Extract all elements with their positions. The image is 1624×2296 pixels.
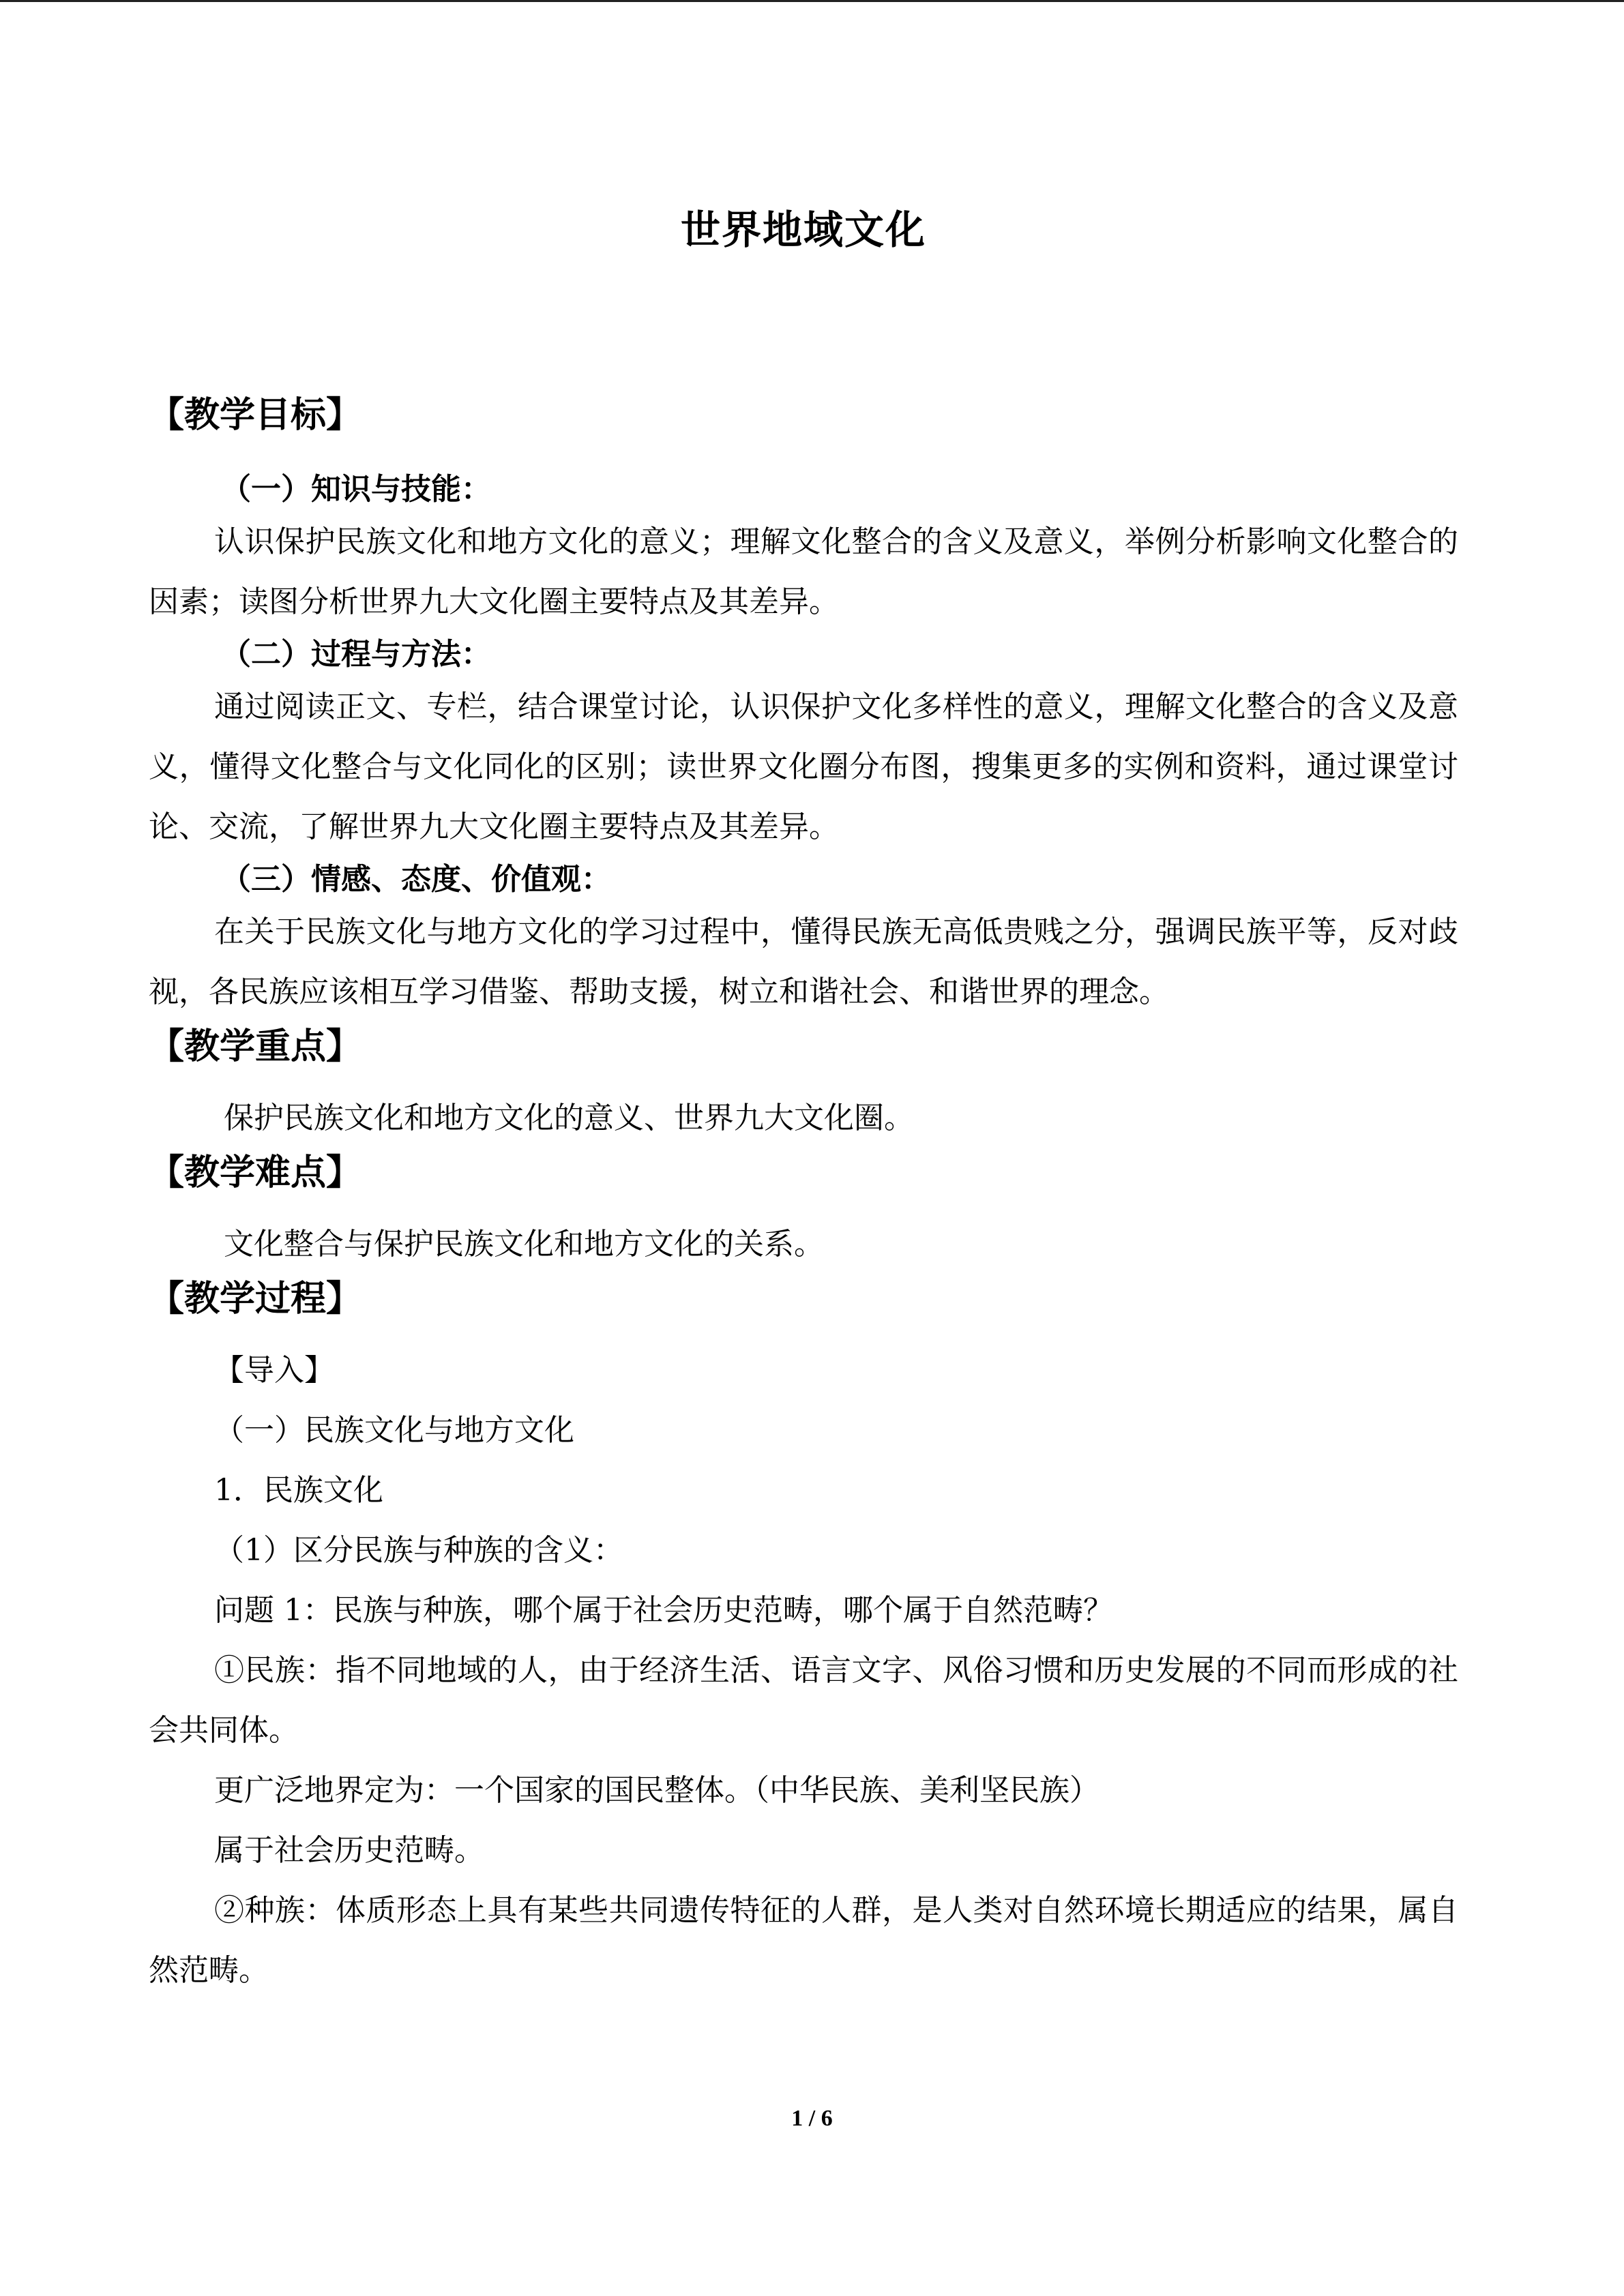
document-title: 世界地域文化 bbox=[680, 207, 926, 253]
item1-label: 1．民族文化 bbox=[214, 1472, 383, 1508]
process-paragraph: 通过阅读正文、专栏，结合课堂讨论，认识保护文化多样性的意义，理解文化整合的含义及意义，懂得文化整合与文化同化的区别；读世界文化圈分布图，搜集更多的实例和资料，通过课堂讨论、交流，了解世界九大文化圈主要特点及其差异。 bbox=[149, 689, 1458, 845]
difficult-points-heading: 【教学难点】 bbox=[149, 1152, 362, 1194]
emotion-paragraph: 在关于民族文化与地方文化的学习过程中，懂得民族无高低贵贱之分，强调民族平等，反对歧视，各民族应该相互学习借鉴、帮助支援，树立和谐社会、和谐世界的理念。 bbox=[149, 914, 1458, 1010]
item1-sub-label: （1）区分民族与种族的含义： bbox=[214, 1532, 623, 1568]
difficult-points-text: 文化整合与保护民族文化和地方文化的关系。 bbox=[224, 1226, 824, 1262]
nation-definition: ①民族：指不同地域的人，由于经济生活、语言文字、风俗习惯和历史发展的不同而形成的社会共同体。 bbox=[149, 1652, 1458, 1748]
part1-label: （一）民族文化与地方文化 bbox=[214, 1412, 574, 1448]
knowledge-paragraph: 认识保护民族文化和地方文化的意义；理解文化整合的含义及意义，举例分析影响文化整合的因素；读图分析世界九大文化圈主要特点及其差异。 bbox=[149, 524, 1458, 620]
document-content bbox=[149, 207, 1458, 2001]
nation-category: 属于社会历史范畴。 bbox=[214, 1832, 484, 1868]
process-heading: （二）过程与方法： bbox=[221, 637, 491, 672]
nation-broad-definition: 更广泛地界定为：一个国家的国民整体。（中华民族、美利坚民族） bbox=[214, 1772, 1099, 1808]
intro-label: 【导入】 bbox=[214, 1352, 334, 1388]
objectives-heading: 【教学目标】 bbox=[149, 393, 362, 436]
key-points-text: 保护民族文化和地方文化的意义、世界九大文化圈。 bbox=[224, 1101, 914, 1136]
knowledge-heading: （一）知识与技能： bbox=[221, 472, 491, 507]
teaching-process-heading: 【教学过程】 bbox=[149, 1277, 362, 1320]
emotion-heading: （三）情感、态度、价值观： bbox=[221, 862, 611, 897]
page-number: 1 / 6 bbox=[791, 2106, 833, 2131]
race-definition: ②种族：体质形态上具有某些共同遗传特征的人群，是人类对自然环境长期适应的结果，属自然范畴。 bbox=[149, 1892, 1458, 1988]
key-points-heading: 【教学重点】 bbox=[149, 1026, 362, 1068]
question-1: 问题 1：民族与种族，哪个属于社会历史范畴，哪个属于自然范畴？ bbox=[214, 1592, 1113, 1628]
